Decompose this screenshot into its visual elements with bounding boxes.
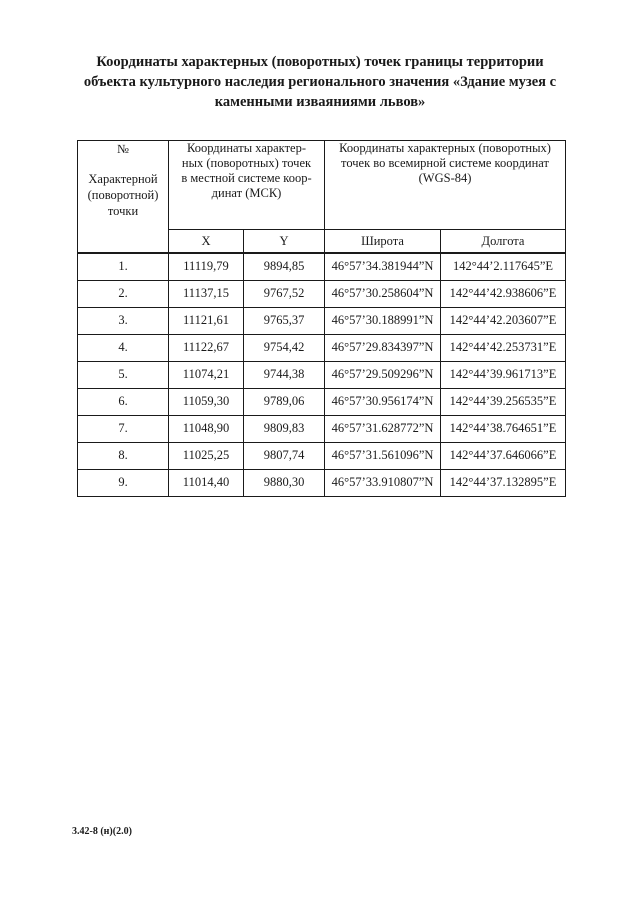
latitude-cell: 46°57’29.509296”N [325, 361, 441, 388]
longitude-cell: 142°44’37.132895”E [441, 469, 566, 496]
y-coordinate-cell: 9765,37 [244, 307, 325, 334]
local-coordinates-header [169, 141, 325, 230]
header-line: в местной системе коор- [181, 171, 312, 185]
x-column-header: X [169, 230, 244, 254]
document-title [40, 52, 600, 112]
y-coordinate-cell: 9809,83 [244, 415, 325, 442]
point-number-header [78, 141, 169, 254]
point-number-cell: 3. [78, 307, 169, 334]
header-line: Координаты характер- [187, 141, 307, 155]
x-coordinate-cell: 11137,15 [169, 280, 244, 307]
y-column-header: Y [244, 230, 325, 254]
x-coordinate-cell: 11014,40 [169, 469, 244, 496]
longitude-cell: 142°44’38.764651”E [441, 415, 566, 442]
longitude-cell: 142°44’37.646066”E [441, 442, 566, 469]
header-line: Характерной [88, 172, 158, 186]
point-number-cell: 9. [78, 469, 169, 496]
table-row [78, 388, 566, 415]
point-number-cell: 2. [78, 280, 169, 307]
x-coordinate-cell: 11074,21 [169, 361, 244, 388]
y-coordinate-cell: 9754,42 [244, 334, 325, 361]
longitude-cell: 142°44’42.253731”E [441, 334, 566, 361]
coordinates-table-body [78, 253, 566, 496]
latitude-cell: 46°57’30.258604”N [325, 280, 441, 307]
coordinates-table [77, 140, 566, 497]
table-row [78, 442, 566, 469]
point-number-cell: 6. [78, 388, 169, 415]
document-code: 3.42-8 (н)(2.0) [72, 826, 132, 837]
y-coordinate-cell: 9789,06 [244, 388, 325, 415]
y-coordinate-cell: 9880,30 [244, 469, 325, 496]
y-coordinate-cell: 9767,52 [244, 280, 325, 307]
point-number-cell: 7. [78, 415, 169, 442]
table-row [78, 469, 566, 496]
header-line: (WGS-84) [418, 171, 472, 185]
point-number-cell: 8. [78, 442, 169, 469]
longitude-cell: 142°44’42.203607”E [441, 307, 566, 334]
header-line: № [117, 142, 129, 156]
header-line: ных (поворотных) точек [181, 156, 312, 170]
y-coordinate-cell: 9744,38 [244, 361, 325, 388]
table-row [78, 253, 566, 280]
title-line: объекта культурного наследия регионального значения «Здание музея с [83, 74, 557, 90]
latitude-cell: 46°57’34.381944”N [325, 253, 441, 280]
latitude-cell: 46°57’31.561096”N [325, 442, 441, 469]
y-coordinate-cell: 9894,85 [244, 253, 325, 280]
point-number-cell: 4. [78, 334, 169, 361]
table-row [78, 415, 566, 442]
title-line: Координаты характерных (поворотных) точек границы территории [96, 54, 544, 70]
title-line: каменными изваяниями львов» [214, 94, 426, 110]
longitude-cell: 142°44’39.256535”E [441, 388, 566, 415]
y-coordinate-cell: 9807,74 [244, 442, 325, 469]
table-row [78, 361, 566, 388]
latitude-column-header: Широта [325, 230, 441, 254]
longitude-cell: 142°44’39.961713”E [441, 361, 566, 388]
longitude-cell: 142°44’42.938606”E [441, 280, 566, 307]
x-coordinate-cell: 11059,30 [169, 388, 244, 415]
x-coordinate-cell: 11025,25 [169, 442, 244, 469]
point-number-cell: 1. [78, 253, 169, 280]
header-line: точки [107, 204, 139, 218]
table-row [78, 280, 566, 307]
table-row [78, 334, 566, 361]
table-row [78, 307, 566, 334]
longitude-column-header: Долгота [441, 230, 566, 254]
point-number-cell: 5. [78, 361, 169, 388]
x-coordinate-cell: 11122,67 [169, 334, 244, 361]
header-line: точек во всемирной системе координат [341, 156, 549, 170]
header-line: (поворотной) [87, 188, 159, 202]
header-line: динат (МСК) [211, 186, 282, 200]
longitude-cell: 142°44’2.117645”E [441, 253, 566, 280]
latitude-cell: 46°57’30.188991”N [325, 307, 441, 334]
wgs84-coordinates-header [325, 141, 566, 230]
x-coordinate-cell: 11121,61 [169, 307, 244, 334]
x-coordinate-cell: 11048,90 [169, 415, 244, 442]
latitude-cell: 46°57’29.834397”N [325, 334, 441, 361]
latitude-cell: 46°57’31.628772”N [325, 415, 441, 442]
latitude-cell: 46°57’30.956174”N [325, 388, 441, 415]
x-coordinate-cell: 11119,79 [169, 253, 244, 280]
header-line: Координаты характерных (поворотных) [339, 141, 551, 155]
latitude-cell: 46°57’33.910807”N [325, 469, 441, 496]
